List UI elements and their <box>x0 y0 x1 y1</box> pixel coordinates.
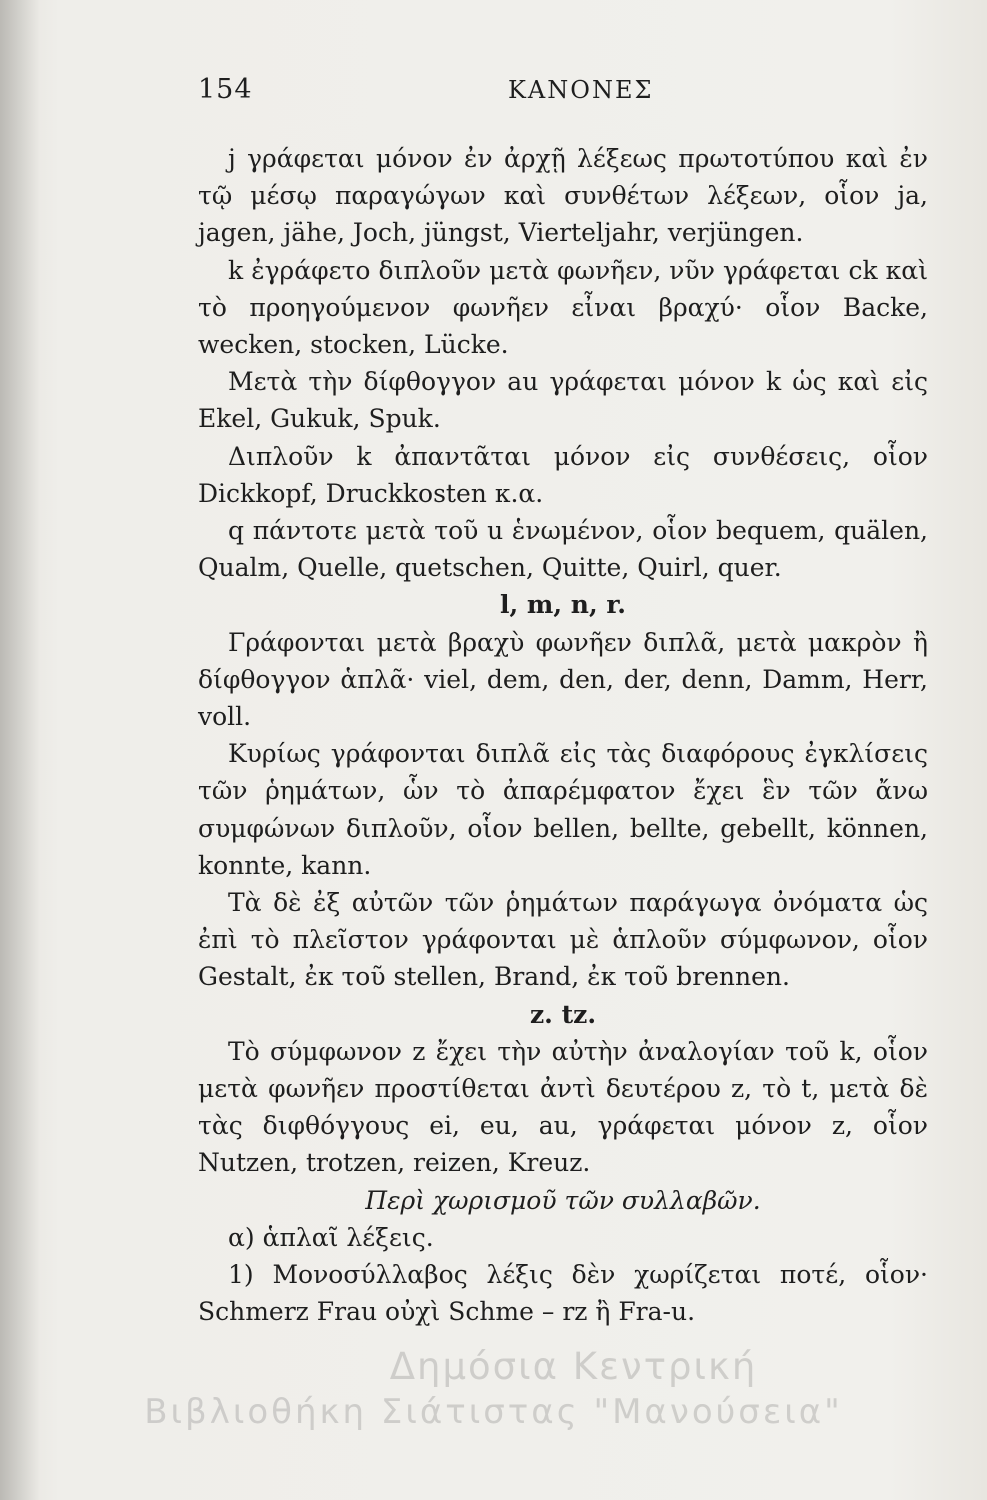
paragraph-z: Τὸ σύμφωνον z ἔχει τὴν αὐτὴν ἀναλογίαν τοῦ k, οἷον μετὰ φωνῆεν προστίθεται ἀντὶ δευτέρου z, τὸ t, μετὰ δὲ τὰς διφθόγγους ei, eu, au, γράφεται μόνον z, οἷον Nutzen, trotzen, reizen, Kreuz. <box>198 1036 928 1178</box>
paragraph-verbs: Κυρίως γράφονται διπλᾶ εἰς τὰς διαφόρους ἐγκλίσεις τῶν ῥημάτων, ὧν τὸ ἀπαρέμφατον ἔχει ἓν τῶν ἄνω συμφώνων διπλοῦν, οἷον bellen, bellte, gebellt, können, konnte, kann. <box>198 739 928 880</box>
paragraph-double-k: Διπλοῦν k ἀπαντᾶται μόνον εἰς συνθέσεις, οἷον Dickkopf, Druckkosten κ.α. <box>198 441 928 508</box>
library-watermark-line2: Βιβλιοθήκη Σιάτιστας "Μανούσεια" <box>144 1392 843 1432</box>
subheading-lmnr: l, m, n, r. <box>500 590 626 620</box>
binding-shadow <box>0 0 40 1500</box>
paragraph-au: Μετὰ τὴν δίφθογγον au γράφεται μόνον k ὡς καὶ εἰς Ekel, Gukuk, Spuk. <box>198 367 928 434</box>
paragraph-k: k ἐγράφετο διπλοῦν μετὰ φωνῆεν, νῦν γράφεται ck καὶ τὸ προηγούμενον φωνῆεν εἶναι βραχύ· οἷον Backe, wecken, stocken, Lücke. <box>198 255 928 360</box>
paragraph-q: q πάντοτε μετὰ τοῦ u ἑνωμένον, οἷον bequem, quälen, Qualm, Quelle, quetschen, Quitte, Quirl, quer. <box>198 516 928 583</box>
list-heading-simple-words: α) ἁπλαῖ λέξεις. <box>228 1222 434 1252</box>
running-title: ΚΑΝΟΝΕΣ <box>508 76 654 104</box>
section-heading: Περὶ χωρισμοῦ τῶν συλλαβῶν. <box>365 1185 761 1215</box>
page-header <box>198 74 928 114</box>
page-number: 154 <box>198 74 253 105</box>
paragraph-nouns: Τὰ δὲ ἐξ αὐτῶν τῶν ῥημάτων παράγωγα ὀνόματα ὡς ἐπὶ τὸ πλεῖστον γράφονται μὲ ἁπλοῦν σύμφωνον, οἷον Gestalt, ἐκ τοῦ stellen, Brand, ἐκ τοῦ brennen. <box>198 888 928 992</box>
library-watermark-line1: Δημόσια Κεντρική <box>389 1345 758 1388</box>
rule-1: 1) Μονοσύλλαβος λέξις δὲν χωρίζεται ποτέ, οἷον· Schmerz Frau οὐχὶ Schme – rz ἢ Fra-u. <box>198 1260 928 1327</box>
subheading-z: z. tz. <box>529 999 597 1029</box>
paragraph-j: j γράφεται μόνον ἐν ἀρχῇ λέξεως πρωτοτύπου καὶ ἐν τῷ μέσῳ παραγώγων καὶ συνθέτων λέξεων, οἷον ja, jagen, jähe, Joch, jüngst, Vierteljahr, verjüngen. <box>198 144 928 248</box>
paragraph-lmnr: Γράφονται μετὰ βραχὺ φωνῆεν διπλᾶ, μετὰ μακρὸν ἢ δίφθογγον ἁπλᾶ· viel, dem, den, der, denn, Damm, Herr, voll. <box>198 627 928 732</box>
body-text <box>198 140 928 1331</box>
